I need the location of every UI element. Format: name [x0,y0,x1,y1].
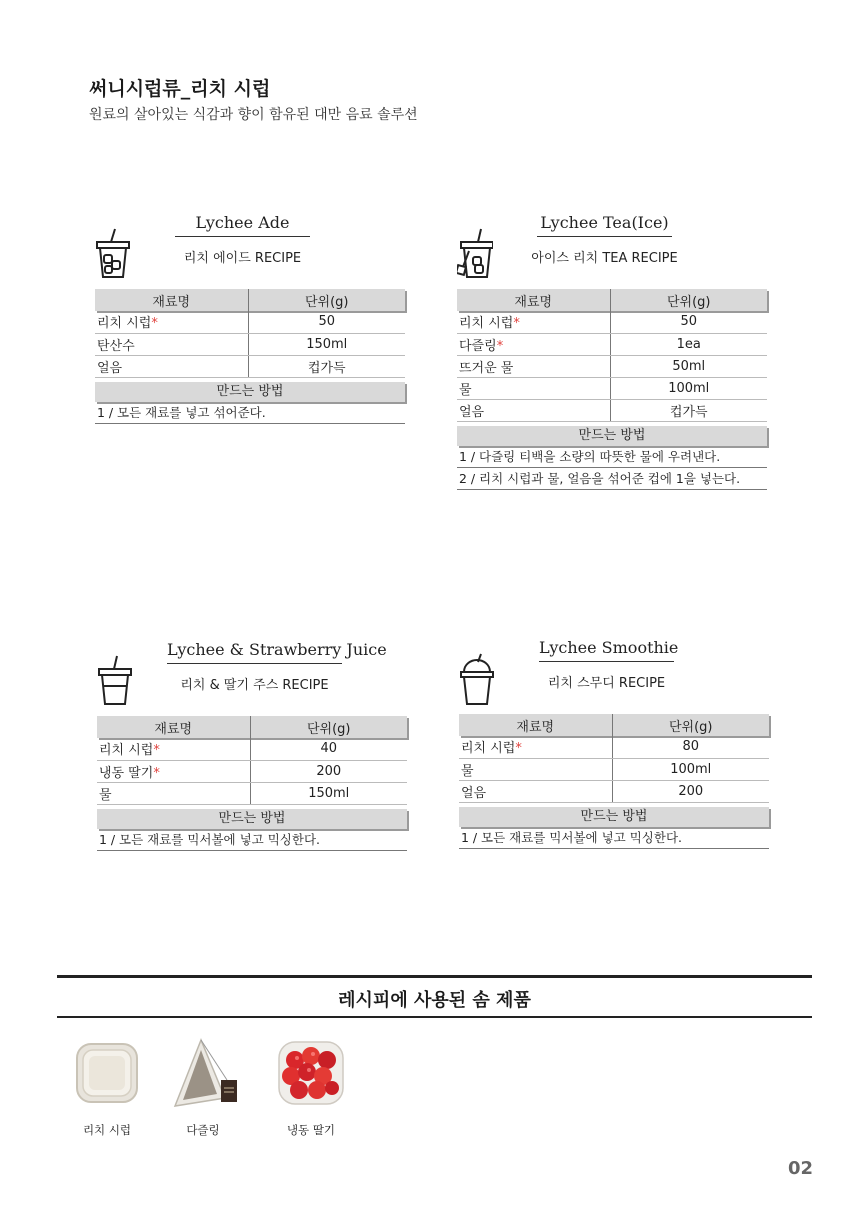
table-row [457,355,767,377]
table-row [97,760,407,782]
product-label: 냉동 딸기 [286,1123,336,1137]
ingredient-name: 냉동 딸기* [97,760,250,782]
product-label: 리치 시럽 [82,1123,132,1137]
recipe-title-en: Lychee Smoothie [539,638,674,662]
step-number: 1 / [99,831,116,847]
products-divider-top [57,975,812,978]
ingredient-header: 재료명 [97,716,250,738]
table-row [95,311,405,333]
recipe-header [457,213,769,289]
step-number: 1 / [97,404,114,420]
ingredient-unit: 40 [250,738,407,760]
ingredient-name: 물 [459,758,612,780]
ingredient-name: 얼음 [457,399,610,421]
juice-cup-icon [97,654,133,708]
ingredient-unit: 1ea [610,333,767,355]
recipe-card [97,640,409,851]
smoothie-cup-icon [459,652,495,706]
method-header: 만드는 방법 [95,382,405,402]
ingredient-unit: 200 [250,760,407,782]
step-text: 모든 재료를 믹서볼에 넣고 믹싱한다. [119,831,320,847]
ingredient-name: 물 [457,377,610,399]
table-row [459,736,769,758]
method-step [97,829,407,851]
method-header: 만드는 방법 [457,426,767,446]
product-item [266,1036,356,1138]
step-text: 모든 재료를 넣고 섞어준다. [117,404,266,420]
method-step [95,402,405,424]
page-number: 02 [788,1158,814,1179]
ingredient-name: 얼음 [459,780,612,802]
table-row [457,377,767,399]
table-row [97,738,407,760]
syrup-tub-image [71,1036,143,1108]
recipe-card [95,213,407,424]
iced-cup-icon [95,227,131,281]
ingredient-unit: 컵가득 [610,399,767,421]
step-text: 리치 시럽과 물, 얼음을 섞어준 컵에 1을 넣는다. [479,470,741,486]
ingredient-unit: 150ml [250,782,407,804]
ingredient-name: 리치 시럽* [457,311,610,333]
step-number: 2 / [459,470,476,486]
ingredient-name: 리치 시럽* [459,736,612,758]
ingredient-header: 재료명 [95,289,248,311]
recipe-header [459,638,771,714]
ingredient-name: 다즐링* [457,333,610,355]
ingredient-name: 리치 시럽* [97,738,250,760]
ingredient-name: 뜨거운 물 [457,355,610,377]
recipe-title-ko: 리치 & 딸기 주스 RECIPE [180,678,329,693]
ingredient-name: 얼음 [95,355,248,377]
step-text: 모든 재료를 믹서볼에 넣고 믹싱한다. [481,829,682,845]
product-item [158,1036,248,1138]
method-step [457,468,767,490]
ingredient-header: 재료명 [459,714,612,736]
method-step [459,827,769,849]
ingredient-unit: 80 [612,736,769,758]
recipe-title-en: Lychee Ade [175,213,310,237]
table-row [459,758,769,780]
ingredient-table [459,714,769,803]
product-item [62,1036,152,1138]
method-header: 만드는 방법 [97,809,407,829]
products-divider-bottom [57,1016,812,1018]
ingredient-unit: 컵가득 [248,355,405,377]
step-number: 1 / [459,448,476,464]
ingredient-unit: 100ml [610,377,767,399]
ingredient-header: 재료명 [457,289,610,311]
table-row [95,333,405,355]
table-row [457,333,767,355]
ingredient-unit: 50 [248,311,405,333]
step-text: 다즐링 티백을 소량의 따뜻한 물에 우려낸다. [479,448,721,464]
products-title: 레시피에 사용된 솜 제품 [338,990,531,1011]
unit-header: 단위(g) [248,289,405,311]
recipe-title-en: Lychee Tea(Ice) [537,213,672,237]
ingredient-unit: 200 [612,780,769,802]
ingredient-name: 물 [97,782,250,804]
page-subtitle: 원료의 살아있는 식감과 향이 함유된 대만 음료 솔루션 [89,107,418,123]
recipe-title-ko: 리치 스무디 RECIPE [547,676,666,691]
unit-header: 단위(g) [250,716,407,738]
recipe-header [95,213,407,289]
tea-bag-image [167,1036,239,1108]
ingredient-table [95,289,405,378]
ingredient-unit: 50 [610,311,767,333]
ingredient-unit: 150ml [248,333,405,355]
ingredient-name: 리치 시럽* [95,311,248,333]
method-step [457,446,767,468]
ingredient-table [97,716,407,805]
table-row [457,399,767,421]
method-header: 만드는 방법 [459,807,769,827]
product-label: 다즐링 [186,1123,220,1137]
step-number: 1 / [461,829,478,845]
recipe-card [459,638,771,849]
frozen-strawberry-image [275,1036,347,1108]
ingredient-unit: 50ml [610,355,767,377]
page-title: 써니시럽류_리치 시럽 [89,78,271,100]
table-row [459,780,769,802]
ingredient-table [457,289,767,422]
table-row [457,311,767,333]
table-row [95,355,405,377]
recipe-title-ko: 아이스 리치 TEA RECIPE [531,251,678,266]
ingredient-unit: 100ml [612,758,769,780]
ingredient-name: 탄산수 [95,333,248,355]
unit-header: 단위(g) [610,289,767,311]
recipe-title-ko: 리치 에이드 RECIPE [183,251,302,266]
recipe-header [97,640,409,716]
iced-tea-cup-icon [457,227,493,281]
unit-header: 단위(g) [612,714,769,736]
table-row [97,782,407,804]
recipe-title-en: Lychee & Strawberry Juice [167,640,342,664]
recipe-card [457,213,769,490]
